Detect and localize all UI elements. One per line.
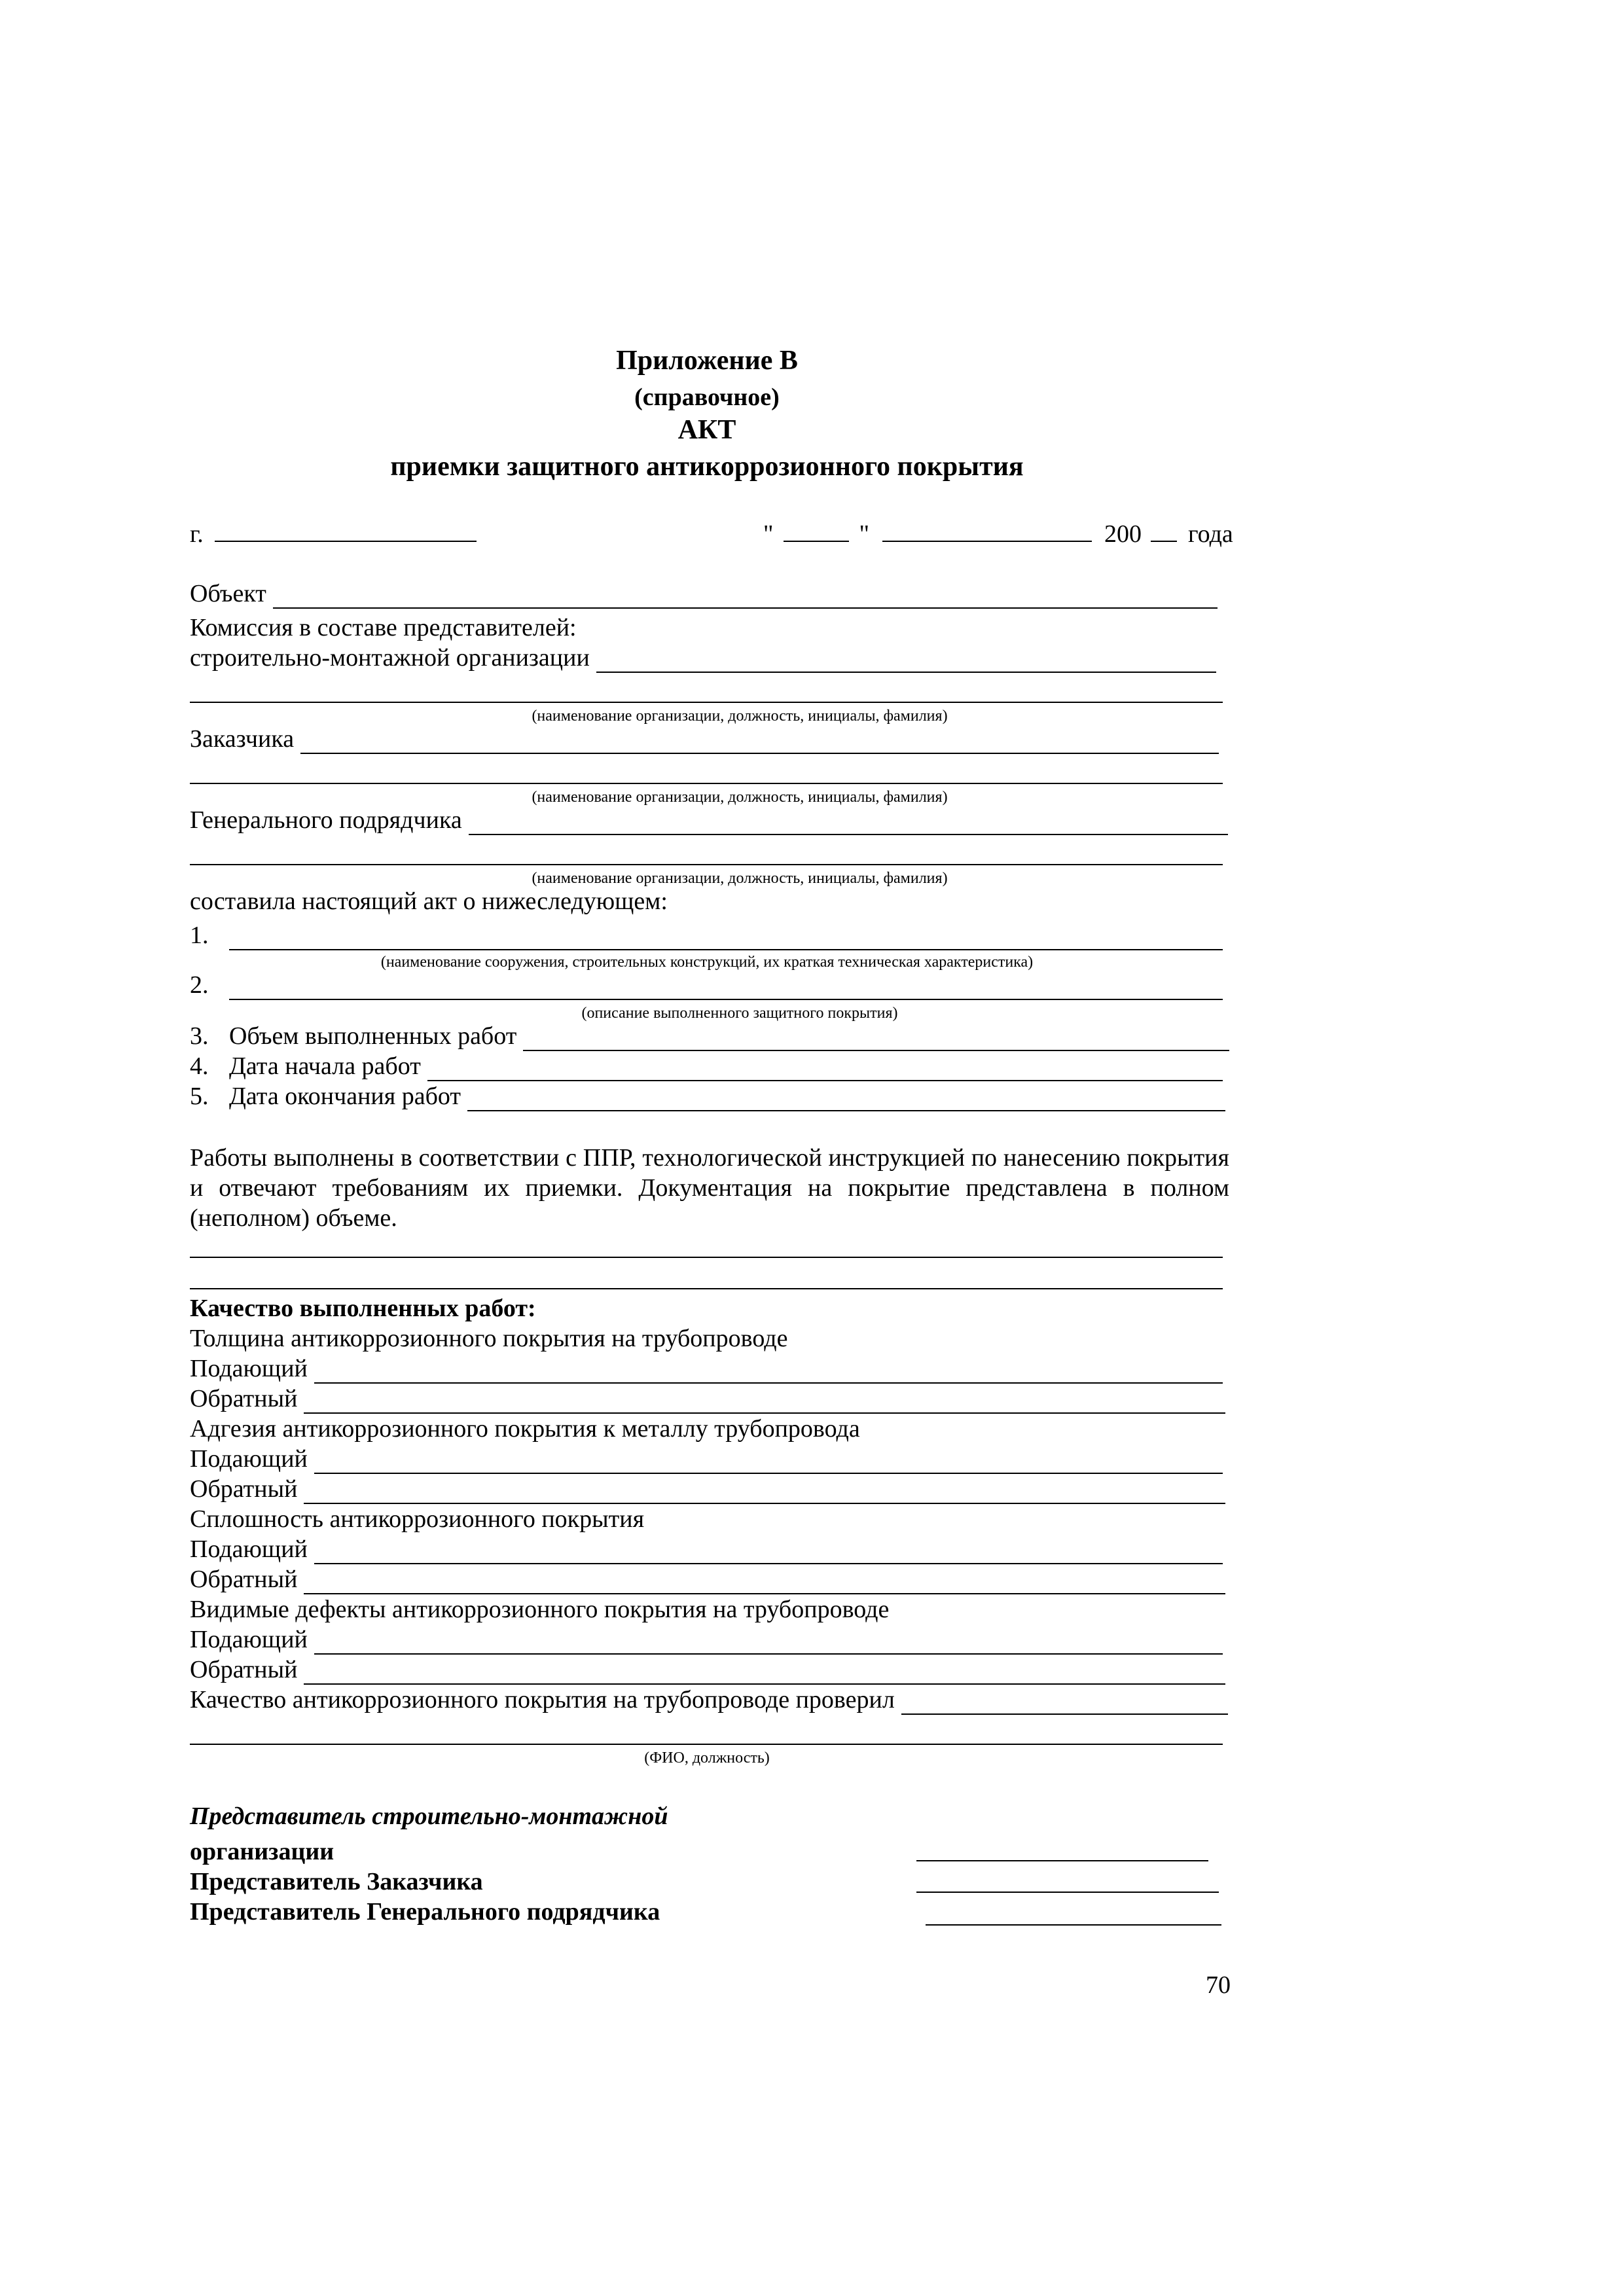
defects-supply-row <box>190 1624 1223 1655</box>
act-subtitle: приемки защитного антикоррозионного покрытия <box>390 452 1024 482</box>
adhesion-supply-field[interactable] <box>314 1449 1223 1474</box>
rep-general-sign-field[interactable] <box>926 1924 1221 1926</box>
rep-construction-italic: Представитель строительно-монтажной <box>190 1803 668 1830</box>
item1-row <box>190 920 1223 950</box>
customer-field[interactable] <box>300 729 1219 754</box>
object-row <box>190 579 1218 609</box>
date-open-quote: " <box>763 520 774 548</box>
date-close-quote: " <box>859 520 870 548</box>
item4-field[interactable] <box>427 1056 1223 1081</box>
act-title: АКТ <box>677 415 736 445</box>
paragraph-field-2[interactable] <box>190 1288 1223 1289</box>
appendix-title: Приложение В <box>616 346 798 376</box>
item1-number: 1. <box>190 922 209 949</box>
rep-general: Представитель Генерального подрядчика <box>190 1898 660 1926</box>
checked-field-2[interactable] <box>190 1744 1223 1745</box>
defects-supply-field[interactable] <box>314 1630 1223 1655</box>
item5-row <box>190 1081 1225 1111</box>
defects-return-field[interactable] <box>304 1660 1225 1685</box>
general-contractor-field-2[interactable] <box>190 864 1223 865</box>
item5-field[interactable] <box>467 1086 1225 1111</box>
general-contractor-label: Генерального подрядчика <box>190 806 462 834</box>
checked-field[interactable] <box>901 1690 1228 1715</box>
general-contractor-caption: (наименование организации, должность, инициалы, фамилия) <box>532 870 948 887</box>
fio-caption: (ФИО, должность) <box>644 1749 770 1767</box>
item2-field[interactable] <box>229 975 1223 1000</box>
adhesion-supply-row <box>190 1444 1223 1474</box>
rep-customer-sign-field[interactable] <box>916 1892 1219 1893</box>
item3-number: 3. <box>190 1022 209 1050</box>
commission-label: Комиссия в составе представителей: <box>190 614 577 641</box>
customer-field-2[interactable] <box>190 783 1223 784</box>
thickness-supply-row <box>190 1354 1223 1384</box>
customer-caption: (наименование организации, должность, инициалы, фамилия) <box>532 789 948 806</box>
continuity-return-field[interactable] <box>304 1570 1225 1594</box>
checked-row <box>190 1685 1228 1715</box>
adhesion-return-row <box>190 1474 1225 1504</box>
rep-customer: Представитель Заказчика <box>190 1868 483 1895</box>
month-field[interactable] <box>882 517 1092 542</box>
item4-label: Дата начала работ <box>229 1052 421 1080</box>
continuity-label: Сплошность антикоррозионного покрытия <box>190 1505 645 1533</box>
construction-org-label: строительно-монтажной организации <box>190 644 590 672</box>
year-field[interactable] <box>1151 517 1177 542</box>
continuity-return-row <box>190 1564 1225 1594</box>
defects-label: Видимые дефекты антикоррозионного покрытия на трубопроводе <box>190 1596 890 1623</box>
item5-number: 5. <box>190 1083 209 1110</box>
construction-org-row <box>190 643 1216 673</box>
city-field[interactable] <box>215 517 477 542</box>
compiled-label: составила настоящий акт о нижеследующем: <box>190 888 668 915</box>
general-contractor-field[interactable] <box>469 810 1228 835</box>
rep-construction-sign-field[interactable] <box>916 1860 1208 1861</box>
thickness-return-field[interactable] <box>304 1389 1225 1414</box>
defects-return-label: Обратный <box>190 1656 298 1683</box>
year-prefix: 200 <box>1104 520 1142 548</box>
defects-supply-label: Подающий <box>190 1626 308 1653</box>
rep-construction-org: организации <box>190 1838 334 1865</box>
object-label: Объект <box>190 580 266 607</box>
appendix-type: (справочное) <box>634 384 780 411</box>
thickness-supply-field[interactable] <box>314 1359 1223 1384</box>
paragraph-field-1[interactable] <box>190 1257 1223 1258</box>
construction-org-field-2[interactable] <box>190 702 1223 703</box>
year-suffix: года <box>1188 520 1233 548</box>
thickness-return-label: Обратный <box>190 1385 298 1412</box>
continuity-return-label: Обратный <box>190 1566 298 1593</box>
customer-row <box>190 724 1219 754</box>
defects-return-row <box>190 1655 1225 1685</box>
day-field[interactable] <box>784 517 849 542</box>
adhesion-return-field[interactable] <box>304 1479 1225 1504</box>
city-date-line <box>190 517 1233 548</box>
quality-heading: Качество выполненных работ: <box>190 1295 536 1322</box>
checked-label: Качество антикоррозионного покрытия на трубопроводе проверил <box>190 1686 895 1713</box>
item2-number: 2. <box>190 971 209 999</box>
page-number: 70 <box>1206 1971 1231 1999</box>
general-contractor-row <box>190 805 1228 835</box>
object-field[interactable] <box>273 584 1218 609</box>
construction-org-caption: (наименование организации, должность, инициалы, фамилия) <box>532 708 948 725</box>
item5-label: Дата окончания работ <box>229 1083 461 1110</box>
item2-caption: (описание выполненного защитного покрытия) <box>581 1005 898 1022</box>
city-prefix: г. <box>190 520 204 548</box>
item1-caption: (наименование сооружения, строительных конструкций, их краткая техническая характеристика) <box>380 954 1034 971</box>
customer-label: Заказчика <box>190 725 295 753</box>
continuity-supply-label: Подающий <box>190 1535 308 1563</box>
thickness-label: Толщина антикоррозионного покрытия на трубопроводе <box>190 1325 788 1352</box>
item4-number: 4. <box>190 1052 209 1080</box>
item3-field[interactable] <box>523 1026 1229 1051</box>
item1-field[interactable] <box>229 925 1223 950</box>
thickness-return-row <box>190 1384 1225 1414</box>
thickness-supply-label: Подающий <box>190 1355 308 1382</box>
conformity-paragraph: Работы выполнены в соответствии с ППР, технологической инструкцией по нанесению покрытия и отвечают требованиям их приемки. Документация на покрытие представлена в полном (неполном) объеме. <box>190 1144 1229 1232</box>
item4-row <box>190 1051 1223 1081</box>
adhesion-supply-label: Подающий <box>190 1445 308 1473</box>
item3-row <box>190 1021 1229 1051</box>
construction-org-field[interactable] <box>596 648 1216 673</box>
item3-label: Объем выполненных работ <box>229 1022 517 1050</box>
adhesion-label: Адгезия антикоррозионного покрытия к металлу трубопровода <box>190 1415 860 1443</box>
item2-row <box>190 970 1223 1000</box>
continuity-supply-row <box>190 1534 1223 1564</box>
continuity-supply-field[interactable] <box>314 1539 1223 1564</box>
adhesion-return-label: Обратный <box>190 1475 298 1503</box>
